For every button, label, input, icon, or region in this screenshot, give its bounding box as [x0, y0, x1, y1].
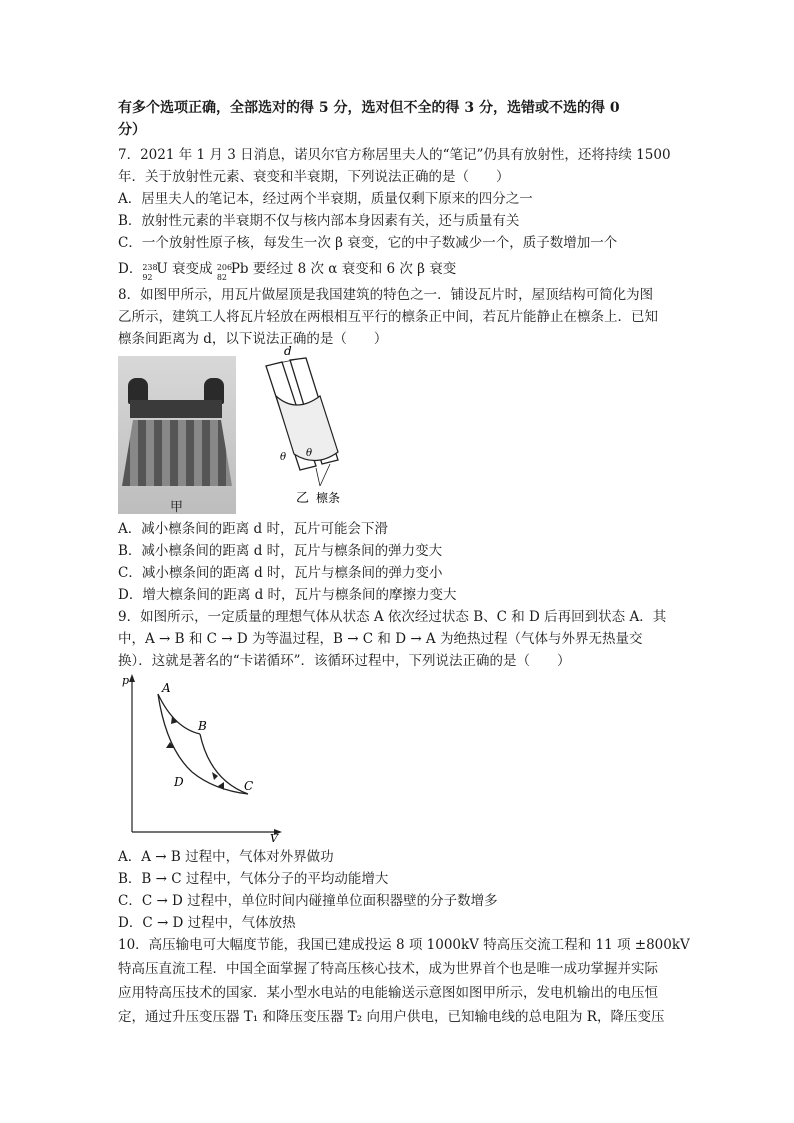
u-symbol: U [156, 261, 168, 277]
state-c: C [244, 779, 254, 793]
section-instruction-cont: 分） [118, 122, 146, 138]
roof-figure [118, 344, 358, 515]
q8-option-c: C．减小檩条间的距离 d 时，瓦片与檩条间的弹力变小 [118, 565, 443, 581]
arrow-cd [218, 782, 224, 790]
carnot-pv-diagram [118, 672, 288, 845]
q7-stem-cont: 年．关于放射性元素、衰变和半衰期，下列说法正确的是（ ） [118, 169, 510, 185]
fig-jia-label: 甲 [170, 500, 184, 515]
isotherm-ab [158, 694, 200, 734]
p-axis-label: p [122, 674, 130, 687]
u-number: 92 [142, 272, 153, 282]
roof-ridge [130, 400, 222, 418]
q10-stem-cont3: 定，通过升压变压器 T₁ 和降压变压器 T₂ 向用户供电，已知输电线的总电阻为 R，降压变压 [118, 1009, 665, 1025]
q8-option-d: D．增大檩条间的距离 d 时，瓦片与檩条间的摩擦力变大 [118, 587, 457, 603]
q8-option-a: A．减小檩条间的距离 d 时，瓦片可能会下滑 [118, 521, 388, 537]
pb-mass: 206 [216, 262, 233, 272]
q7-stem: 7．2021 年 1 月 3 日消息，诺贝尔官方称居里夫人的“笔记”仍具有放射性，还将持续 1500 [118, 147, 671, 163]
q10-stem-cont2: 应用特高压技术的国家．某小型水电站的电能输送示意图如图甲所示，发电机输出的电压恒 [118, 985, 658, 1001]
roof-tiles [122, 420, 232, 486]
q9-stem-cont: 中，A → B 和 C → D 为等温过程，B → C 和 D → A 为绝热过程（气体与外界无热量交 [118, 631, 643, 647]
arrow-bc [212, 772, 218, 780]
q9-option-b: B．B → C 过程中，气体分子的平均动能增大 [118, 871, 389, 887]
adiabat-da [158, 694, 192, 772]
theta-left: θ [280, 452, 287, 463]
q8-stem-cont2: 檩条间距离为 d，以下说法正确的是（ ） [118, 331, 388, 347]
lintiao-label: 檩条 [316, 491, 341, 505]
state-b: B [198, 719, 207, 733]
q9-stem-cont2: 换）．这就是著名的“卡诺循环”．该循环过程中，下列说法正确的是（ ） [118, 653, 571, 669]
lintiao-pointer [316, 468, 320, 486]
q7-option-c: C．一个放射性原子核，每发生一次 β 衰变，它的中子数减少一个，质子数增加一个 [118, 235, 618, 251]
q7-d-mid: 衰变成 [167, 261, 217, 277]
q7-d-suffix: 要经过 8 次 α 衰变和 6 次 β 衰变 [248, 261, 457, 277]
q7-option-a: A．居里夫人的笔记本，经过两个半衰期，质量仅剩下原来的四分之一 [118, 191, 533, 207]
q8-stem-cont: 乙所示，建筑工人将瓦片轻放在两根相互平行的檩条正中间，若瓦片能静止在檩条上．已知 [118, 309, 658, 325]
q7-option-d [118, 258, 678, 280]
state-a: A [162, 681, 171, 695]
q9-option-d: D．C → D 过程中，气体放热 [118, 915, 296, 931]
lintiao-pointer-2 [320, 464, 330, 486]
state-d: D [174, 775, 184, 789]
q9-stem: 9．如图所示，一定质量的理想气体从状态 A 依次经过状态 B、C 和 D 后再回到状态 A．其 [118, 609, 667, 625]
q10-stem: 10．高压输电可大幅度节能，我国已建成投运 8 项 1000kV 特高压交流工程和 11 项 ±800kV [118, 937, 690, 953]
theta-right: θ [306, 448, 313, 459]
d-label: d [284, 344, 292, 358]
arrow-ab [171, 716, 178, 724]
fig-yi-label: 乙 [296, 491, 310, 506]
q8-option-b: B．减小檩条间的距离 d 时，瓦片与檩条间的弹力变大 [118, 543, 443, 559]
pb-symbol: Pb [230, 261, 249, 277]
roof-photo [118, 356, 236, 514]
lead-nuclide [216, 262, 233, 282]
q7-d-prefix: D． [118, 261, 143, 277]
p-axis-arrow [129, 674, 135, 682]
pb-number: 82 [216, 272, 227, 282]
section-instruction: 有多个选项正确，全部选对的得 5 分，选对但不全的得 3 分，选错或不选的得 0 [118, 100, 620, 116]
v-axis-label: V [270, 832, 278, 845]
purlin-diagram [246, 344, 358, 514]
uranium-nuclide [142, 262, 158, 282]
d-dimension [274, 359, 298, 364]
q7-option-b: B．放射性元素的半衰期不仅与核内部本身因素有关，还与质量有关 [118, 213, 520, 229]
u-mass: 238 [142, 262, 158, 272]
q9-option-c: C．C → D 过程中，单位时间内碰撞单位面积器壁的分子数增多 [118, 893, 498, 909]
q8-stem: 8．如图甲所示，用瓦片做屋顶是我国建筑的特色之一．铺设瓦片时，屋顶结构可简化为图 [118, 287, 654, 303]
q10-stem-cont: 特高压直流工程．中国全面掌握了特高压核心技术，成为世界首个也是唯一成功掌握并实际 [118, 961, 658, 977]
q9-option-a: A．A → B 过程中，气体对外界做功 [118, 849, 334, 865]
